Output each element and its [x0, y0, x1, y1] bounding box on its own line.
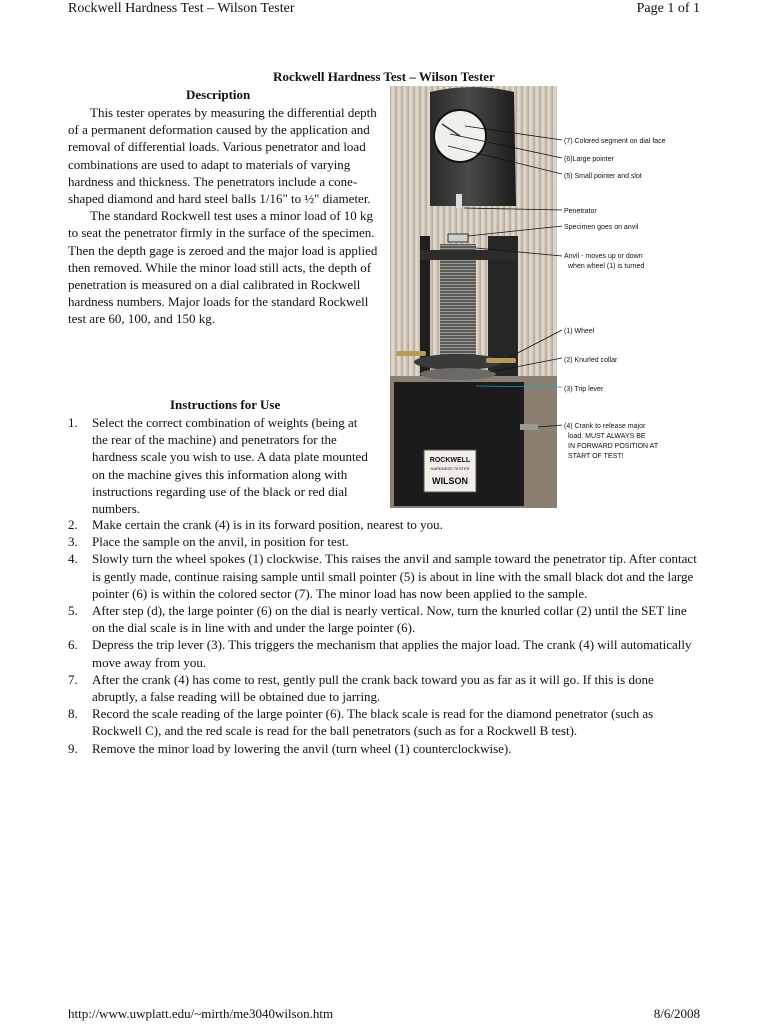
instruction-step: [68, 636, 702, 670]
step-text: Select the correct combination of weights (being at the rear of the machine) and penetrators for the hardness scale you wish to use. A data plate mounted on the machine gives this information along with instructions regarding use of the black or red dial numbers.: [92, 415, 368, 517]
footer-url[interactable]: http://www.uwplatt.edu/~mirth/me3040wilson.htm: [68, 1006, 334, 1021]
step-text: Depress the trip lever (3). This triggers the mechanism that applies the major load. The crank (4) will automatically move away from you.: [92, 637, 692, 670]
callout-crank-line-1: (4) Crank to release major: [564, 423, 646, 430]
instruction-list-top: [68, 414, 370, 517]
step-text: Remove the minor load by lowering the anvil (turn wheel (1) counterclockwise).: [92, 740, 512, 756]
step-number: 8.: [68, 706, 78, 722]
callout-crank-line-2: load. MUST ALWAYS BE: [568, 433, 646, 440]
step-number: 7.: [68, 671, 78, 687]
callout-wheel: (1) Wheel: [564, 328, 595, 335]
plate-maker: WILSON: [432, 476, 468, 486]
step-number: 3.: [68, 534, 78, 550]
page-header: [68, 0, 700, 20]
callout-anvil-line-2: when wheel (1) is turned: [568, 263, 645, 270]
tester-figure: [390, 86, 720, 508]
instruction-step: [68, 671, 702, 705]
header-page-number: Page 1 of 1: [636, 1, 700, 16]
description-paragraph-1: This tester operates by measuring the differential depth of a permanent deformation caused by the application and removal of differential loads. Various penetrator and load combinations are used to adapt to materials of varying hardness and thickness. The penetrators include a cone-shaped diamond and hard steel balls 1/16" to ½" diameter.: [68, 105, 377, 207]
callout-labels: [564, 138, 666, 460]
photo: [390, 86, 557, 508]
plate-sub: HARDNESS TESTER: [430, 466, 470, 471]
instruction-step: [68, 516, 702, 533]
callout-trip-lever: (3) Trip lever: [564, 386, 604, 393]
description-section: [68, 104, 380, 328]
step-text: Make certain the crank (4) is in its forward position, nearest to you.: [92, 517, 443, 532]
instruction-step: [68, 705, 702, 739]
frame-bar: [420, 250, 518, 260]
knurled-collar-icon: [420, 368, 496, 380]
instruction-step: [68, 414, 370, 517]
callout-large-pointer: (6)Large pointer: [564, 156, 614, 163]
step-text: Record the scale reading of the large pointer (6). The black scale is read for the diamond penetrator (such as Rockwell C), and the red scale is read for the ball penetrators (such as for a Rockwell B test).: [92, 706, 654, 739]
step-text: Slowly turn the wheel spokes (1) clockwise. This raises the anvil and sample toward the penetrator tip. After contact is gently made, continue raising sample until small pointer (5) is about in line with the small black dot and the large pointer (6) is within the colored sector (7). The minor load has now been applied to the sample.: [92, 551, 697, 601]
penetrator-icon: [456, 194, 462, 208]
callout-penetrator: Penetrator: [564, 208, 597, 215]
instruction-step: [68, 533, 702, 550]
elevating-screw: [440, 244, 476, 372]
instruction-step: [68, 602, 702, 636]
tester-illustration: [390, 86, 720, 508]
wheel-spoke-right: [486, 358, 516, 363]
description-paragraph-2: The standard Rockwell test uses a minor load of 10 kg to seat the penetrator firmly in the surface of the specimen. Then the depth gage is zeroed and the major load is applied then removed. While the minor load still acts, the depth of penetration is measured on a dial calibrated in Rockwell hardness numbers. Major loads for the standard Rockwell test are 60, 100, and 150 kg.: [68, 208, 378, 327]
step-number: 1.: [68, 415, 78, 430]
footer-date: 8/6/2008: [653, 1006, 700, 1021]
anvil-icon: [448, 234, 468, 242]
header-title: Rockwell Hardness Test – Wilson Tester: [68, 1, 295, 16]
step-text: After the crank (4) has come to rest, gently pull the crank back toward you as far as it will go. If this is done abruptly, a false reading will be obtained due to jarring.: [92, 671, 654, 705]
instruction-step: [68, 740, 702, 757]
step-number: 2.: [68, 517, 78, 532]
step-number: 5.: [68, 603, 78, 619]
callout-crank-line-4: START OF TEST!: [568, 453, 624, 460]
callout-small-pointer: (5) Small pointer and slot: [564, 173, 642, 180]
instructions-heading: Instructions for Use: [170, 397, 281, 412]
crank-icon: [520, 424, 538, 430]
callout-specimen: Specimen goes on anvil: [564, 224, 639, 231]
step-text: Place the sample on the anvil, in position for test.: [92, 534, 349, 550]
wheel-spoke-left: [396, 351, 426, 356]
callout-anvil-line-1: Anvil - moves up or down: [564, 253, 643, 260]
step-number: 9.: [68, 740, 78, 756]
plate-brand: ROCKWELL: [429, 457, 471, 464]
instruction-step: [68, 550, 702, 602]
callout-knurled-collar: (2) Knurled collar: [564, 357, 618, 364]
step-number: 6.: [68, 637, 78, 653]
instruction-list: [68, 516, 702, 757]
description-heading: Description: [186, 87, 251, 102]
step-number: 4.: [68, 551, 78, 567]
callout-dial-segment: (7) Colored segment on dial face: [564, 138, 666, 145]
step-text: After step (d), the large pointer (6) on the dial is nearly vertical. Now, turn the knurled collar (2) until the SET line on the dial scale is in line with and under the large pointer (6).: [92, 603, 687, 636]
document-title: Rockwell Hardness Test – Wilson Tester: [273, 69, 495, 84]
callout-crank-line-3: IN FORWARD POSITION AT: [568, 443, 659, 450]
